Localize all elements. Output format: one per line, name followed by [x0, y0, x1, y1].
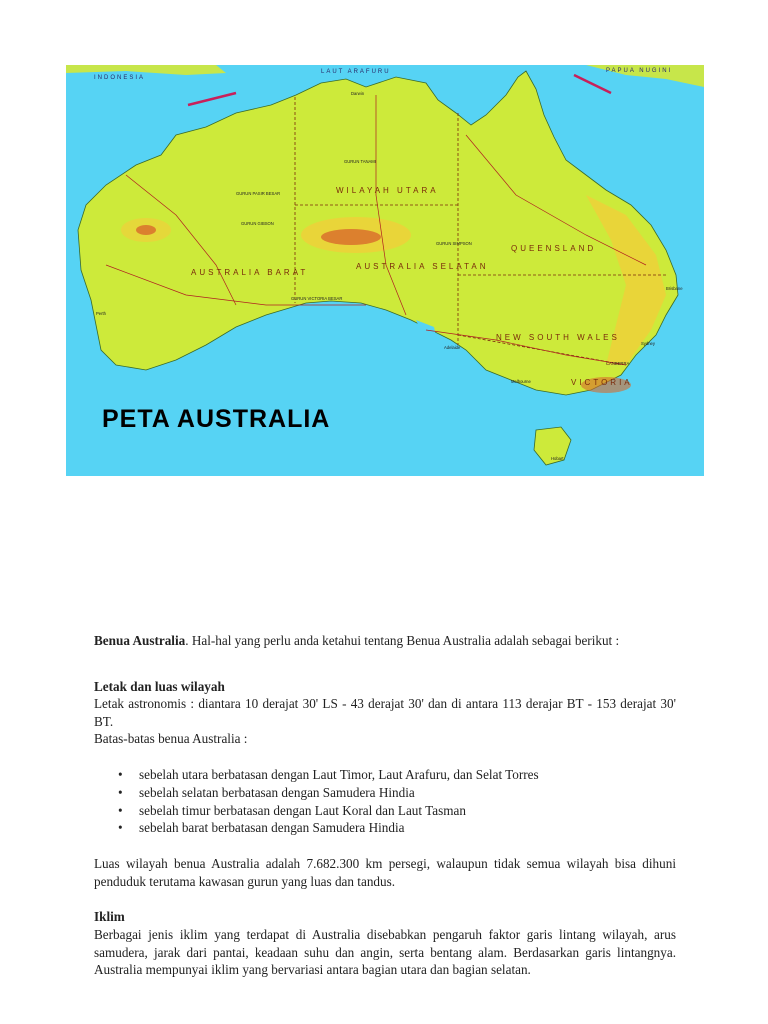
- macdonnell-ranges: [321, 229, 381, 245]
- hamersley-range: [136, 225, 156, 235]
- label-victoria: VICTORIA: [571, 378, 633, 387]
- list-item-text: sebelah utara berbatasan dengan Laut Timor, Laut Arafuru, dan Selat Torres: [139, 766, 539, 782]
- label-gurun-simpson: GURUN SIMPSON: [436, 241, 472, 246]
- label-papua-nugini: PAPUA NUGINI: [606, 68, 673, 74]
- label-indonesia: INDONESIA: [94, 75, 146, 81]
- australia-map: [66, 65, 704, 476]
- bullet-icon: •: [118, 820, 123, 836]
- list-item-text: sebelah selatan berbatasan dengan Samudera Hindia: [139, 784, 415, 800]
- map-title: PETA AUSTRALIA: [102, 405, 331, 433]
- label-australia-barat: AUSTRALIA BARAT: [191, 268, 309, 277]
- section-heading-iklim: Iklim: [94, 909, 125, 925]
- area-paragraph: Luas wilayah benua Australia adalah 7.682.300 km persegi, walaupun tidak semua wilayah bisa dihuni penduduk terutama kawasan gurun yang luas dan tandus.: [94, 856, 676, 889]
- list-item: [118, 802, 676, 820]
- label-sydney: Sydney: [641, 341, 655, 346]
- label-wilayah-utara: WILAYAH UTARA: [336, 186, 439, 195]
- list-item: [118, 784, 676, 802]
- label-melbourne: Melbourne: [511, 379, 531, 384]
- label-gurun-gibson: GURUN GIBSON: [241, 221, 274, 226]
- label-australia-selatan: AUSTRALIA SELATAN: [356, 262, 489, 271]
- batas-batas-intro: Batas-batas benua Australia :: [94, 731, 248, 747]
- intro-bold: Benua Australia: [94, 633, 186, 648]
- list-item-text: sebelah barat berbatasan dengan Samudera Hindia: [139, 820, 405, 836]
- letak-astronomis: Letak astronomis : diantara 10 derajat 30' LS - 43 derajat 30' dan di antara 113 derajar BT - 153 derajat 30' BT.: [94, 696, 676, 729]
- intro-paragraph: [94, 632, 676, 650]
- bullet-icon: •: [118, 766, 123, 782]
- article-body: [94, 632, 676, 979]
- label-queensland: QUEENSLAND: [511, 244, 597, 253]
- label-darwin: Darwin: [351, 91, 365, 96]
- spacer: [94, 890, 676, 908]
- boundary-list: [94, 766, 676, 837]
- label-adelaide: Adelaide: [444, 345, 461, 350]
- label-laut-arafuru: LAUT ARAFURU: [321, 69, 391, 75]
- intro-rest: . Hal-hal yang perlu anda ketahui tentang Benua Australia adalah sebagai berikut :: [185, 633, 620, 648]
- list-item: [118, 766, 676, 784]
- iklim-paragraph: Berbagai jenis iklim yang terdapat di Australia disebabkan pengaruh faktor garis lintang wilayah, arus samudera, jarak dari pantai, keadaan suhu dan angin, serta bentang alam. Berdasarkan garis lintangnya. Australia mempunyai iklim yang bervariasi antara bagian utara dan bagian selatan.: [94, 926, 676, 978]
- label-canberra: CANBERRA: [606, 361, 630, 366]
- label-new-south-wales: NEW SOUTH WALES: [496, 333, 620, 342]
- label-hobart: Hobart: [551, 456, 564, 461]
- label-gurun-victoria-besar: GURUN VICTORIA BESAR: [291, 296, 343, 301]
- section-heading-letak: Letak dan luas wilayah: [94, 678, 225, 694]
- list-item: [118, 819, 676, 837]
- bullet-icon: •: [118, 784, 123, 800]
- bullet-icon: •: [118, 802, 123, 818]
- list-item-text: sebelah timur berbatasan dengan Laut Koral dan Laut Tasman: [139, 802, 466, 818]
- label-perth: Perth: [96, 311, 107, 316]
- label-gurun-tanami: GURUN TANAMI: [344, 159, 376, 164]
- label-brisbane: Brisbane: [666, 286, 683, 291]
- label-gurun-pasir-besar: GURUN PASIR BESAR: [236, 191, 281, 196]
